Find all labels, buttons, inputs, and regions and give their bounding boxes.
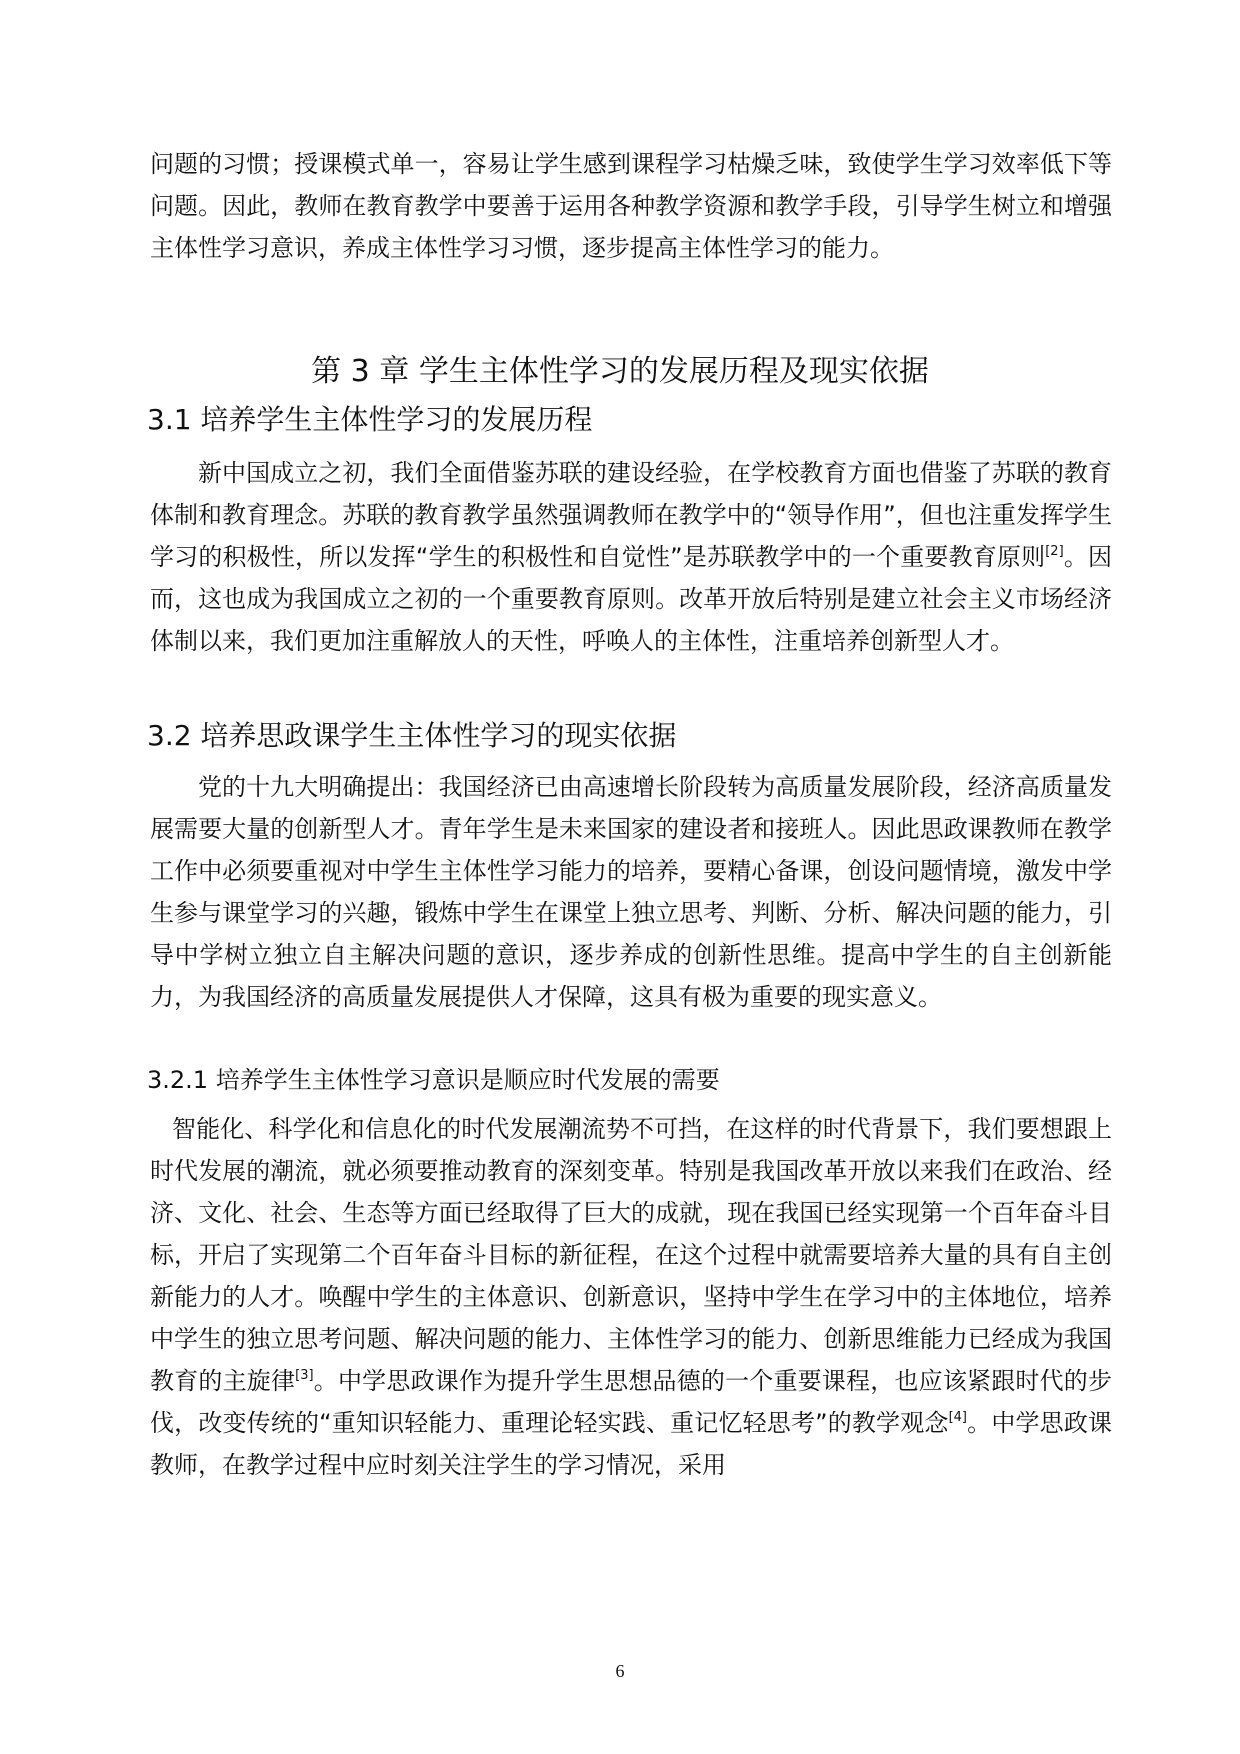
citation-ref: [4]	[948, 1410, 967, 1425]
citation-ref: [3]	[295, 1368, 314, 1383]
subsection-text-a: 智能化、科学化和信息化的时代发展潮流势不可挡，在这样的时代背景下，我们要想跟上时代发展的潮流，就必须要推动教育的深刻变革。特别是我国改革开放以来我们在政治、经济、文化、社会、生态等方面已经取得了巨大的成就，现在我国已经实现第一个百年奋斗目标，开启了实现第二个百年奋斗目标的新征程，在这个过程中就需要培养大量的具有自主创新能力的人才。唤醒中学生的主体意识、创新意识，坚持中学生在学习中的主体地位，培养中学生的独立思考问题、解决问题的能力、主体性学习的能力、创新思维能力已经成为我国教育的主旋律	[150, 1115, 1112, 1395]
intro-paragraph: 问题的习惯；授课模式单一，容易让学生感到课程学习枯燥乏味，致使学生学习效率低下等问题。因此，教师在教育教学中要善于运用各种教学资源和教学手段，引导学生树立和增强主体性学习意识，养成主体性学习习惯，逐步提高主体性学习的能力。	[150, 150, 1112, 262]
citation-ref: [2]	[1045, 544, 1064, 559]
page-number: 6	[615, 1661, 625, 1681]
section-3-2-paragraph: 党的十九大明确提出：我国经济已由高速增长阶段转为高质量发展阶段，经济高质量发展需要大量的创新型人才。青年学生是未来国家的建设者和接班人。因此思政课教师在教学工作中必须要重视对中学生主体性学习能力的培养，要精心备课，创设问题情境，激发中学生参与课堂学习的兴趣，锻炼中学生在课堂上独立思考、判断、分析、解决问题的能力，引导中学树立独立自主解决问题的意识，逐步养成的创新性思维。提高中学生的自主创新能力，为我国经济的高质量发展提供人才保障，这具有极为重要的现实意义。	[150, 773, 1112, 1011]
subsection-text-c: 。中学思政课教师，在教学过程中应时刻关注学生的学习情况，采用	[150, 1409, 1112, 1479]
section-heading-3-1: 3.1 培养学生主体性学习的发展历程	[147, 403, 593, 436]
chapter-title: 第 3 章 学生主体性学习的发展历程及现实依据	[311, 354, 929, 389]
section-heading-3-2: 3.2 培养思政课学生主体性学习的现实依据	[147, 719, 677, 752]
subsection-heading-3-2-1: 3.2.1 培养学生主体性学习意识是顺应时代发展的需要	[147, 1066, 720, 1094]
subsection-text-b: 。中学思政课作为提升学生思想品德的一个重要课程，也应该紧跟时代的步伐，改变传统的“重知识轻能力、重理论轻实践、重记忆轻思考”的教学观念	[150, 1367, 1113, 1437]
subsection-3-2-1-paragraph	[150, 1108, 1112, 1486]
section-3-1-text-a: 新中国成立之初，我们全面借鉴苏联的建设经验，在学校教育方面也借鉴了苏联的教育体制和教育理念。苏联的教育教学虽然强调教师在教学中的“领导作用”，但也注重发挥学生学习的积极性，所以发挥“学生的积极性和自觉性”是苏联教学中的一个重要教育原则	[150, 459, 1112, 571]
section-3-1-paragraph	[150, 452, 1112, 662]
section-3-1-text-b: 。因而，这也成为我国成立之初的一个重要教育原则。改革开放后特别是建立社会主义市场经济体制以来，我们更加注重解放人的天性，呼唤人的主体性，注重培养创新型人才。	[150, 543, 1112, 655]
